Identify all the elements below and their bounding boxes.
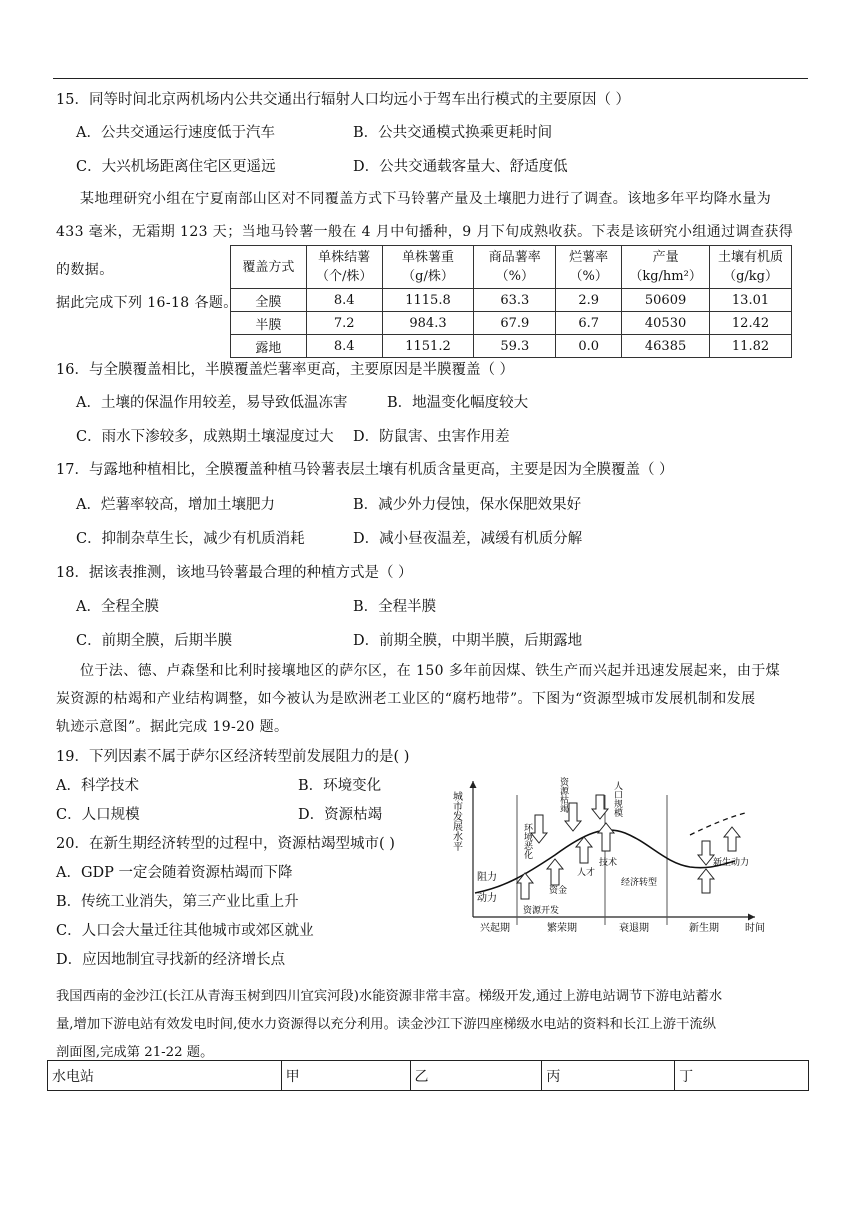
q20-option-a: A．GDP 一定会随着资源枯竭而下降 — [56, 865, 293, 881]
q20-option-d: D．应因地制宜寻找新的经济增长点 — [56, 952, 286, 968]
table-row — [231, 289, 792, 312]
table-cell: 全膜 — [231, 289, 307, 312]
table-header-cell: 烂薯率 （%） — [556, 246, 622, 289]
stage-label: 衰退期 — [619, 923, 649, 934]
q16-stem: 16．与全膜覆盖相比，半膜覆盖烂薯率更高，主要原因是半膜覆盖（ ） — [56, 362, 515, 378]
q16-option-b: B．地温变化幅度较大 — [387, 395, 529, 411]
table-cell: 11.82 — [710, 335, 792, 358]
q15-option-a: A．公共交通运行速度低于汽车 — [76, 125, 275, 141]
q18-stem: 18．据该表推测，该地马铃薯最合理的种植方式是（ ） — [56, 565, 413, 581]
q18-option-c: C．前期全膜，后期半膜 — [76, 633, 233, 649]
technology-label: 技术 — [599, 858, 618, 868]
table-cell: 露地 — [231, 335, 307, 358]
driving-force-label: 动力 — [477, 893, 497, 904]
resource-city-diagram — [445, 775, 770, 935]
q18-option-a: A．全程全膜 — [76, 599, 159, 615]
new-growth-curve — [690, 813, 745, 835]
q20-stem: 20．在新生期经济转型的过程中，资源枯竭型城市( ) — [56, 836, 395, 852]
table-cell: 丙 — [542, 1061, 675, 1091]
table-cell: 7.2 — [306, 312, 382, 335]
q15-option-d: D．公共交通载客量大、舒适度低 — [353, 159, 568, 175]
table-cell: 1151.2 — [382, 335, 474, 358]
q20-option-b: B．传统工业消失，第三产业比重上升 — [56, 894, 299, 910]
q16-option-d: D．防鼠害、虫害作用差 — [353, 429, 510, 445]
table-cell: 2.9 — [556, 289, 622, 312]
table-cell: 8.4 — [306, 289, 382, 312]
passage3-line3: 剖面图,完成第 21-22 题。 — [56, 1045, 214, 1060]
q15-option-c: C．大兴机场距离住宅区更遥远 — [76, 159, 276, 175]
table-cell: 46385 — [622, 335, 710, 358]
passage1-line4: 据此完成下列 16-18 各题。 — [56, 295, 238, 311]
table-header-cell: 土壤有机质 （g/kg） — [710, 246, 792, 289]
development-label: 资源开发 — [523, 906, 560, 916]
passage3-line1: 我国西南的金沙江(长江从青海玉树到四川宜宾河段)水能资源非常丰富。梯级开发,通过上游电站调节下游电站蓄水 — [56, 989, 723, 1004]
passage1-line2: 433 毫米，无霜期 123 天；当地马铃薯一般在 4 月中旬播种，9 月下旬成熟收获。下表是该研究小组通过调查获得 — [56, 224, 794, 240]
potato-data-table — [230, 245, 792, 358]
table-header-cell: 产量 （kg/hm²） — [622, 246, 710, 289]
table-cell: 乙 — [410, 1061, 542, 1091]
talent-label: 人才 — [577, 868, 596, 878]
table-cell: 59.3 — [474, 335, 556, 358]
table-cell: 水电站 — [48, 1061, 282, 1091]
population-label: 人口规模 — [612, 781, 622, 817]
up-arrow-icon — [598, 823, 614, 851]
q18-option-d: D．前期全膜，中期半膜，后期露地 — [353, 633, 583, 649]
x-axis-label: 时间 — [745, 923, 765, 934]
table-cell: 12.42 — [710, 312, 792, 335]
table-cell: 984.3 — [382, 312, 474, 335]
down-arrow-icon — [531, 815, 547, 843]
table-cell: 0.0 — [556, 335, 622, 358]
q16-option-a: A．土壤的保温作用较差，易导致低温冻害 — [76, 395, 348, 411]
y-axis-label: 城市发展水平 — [450, 791, 462, 851]
stage-label: 兴起期 — [480, 923, 510, 934]
resistance-label: 阻力 — [477, 872, 497, 883]
passage2-line2: 炭资源的枯竭和产业结构调整，如今被认为是欧洲老工业区的“腐朽地带”。下图为“资源型城市发展机制和发展 — [56, 691, 756, 707]
table-cell: 8.4 — [306, 335, 382, 358]
table-cell: 40530 — [622, 312, 710, 335]
down-arrow-icon — [592, 795, 608, 819]
down-arrow-icon — [698, 841, 714, 865]
q19-option-c: C．人口规模 — [56, 807, 140, 823]
passage3-line2: 量,增加下游电站有效发电时间,使水力资源得以充分利用。读金沙江下游四座梯级水电站的资料和长江上游干流纵 — [56, 1017, 716, 1032]
q16-option-c: C．雨水下渗较多，成熟期土壤湿度过大 — [76, 429, 334, 445]
table-header-cell: 单株薯重 （g/株） — [382, 246, 474, 289]
table-row — [231, 335, 792, 358]
table-row — [231, 312, 792, 335]
new-force-label: 新生动力 — [713, 858, 750, 868]
passage2-line3: 轨迹示意图”。据此完成 19-20 题。 — [56, 719, 289, 735]
table-cell: 13.01 — [710, 289, 792, 312]
table-header-row — [231, 246, 792, 289]
passage1-line3: 的数据。 — [56, 262, 114, 278]
table-cell: 1115.8 — [382, 289, 474, 312]
up-arrow-icon — [698, 869, 714, 893]
table-cell: 50609 — [622, 289, 710, 312]
q17-option-a: A．烂薯率较高，增加土壤肥力 — [76, 497, 275, 513]
table-cell: 甲 — [281, 1061, 410, 1091]
q19-option-a: A．科学技术 — [56, 778, 139, 794]
q19-option-d: D．资源枯竭 — [298, 807, 383, 823]
table-cell: 63.3 — [474, 289, 556, 312]
q20-option-c: C．人口会大量迁往其他城市或郊区就业 — [56, 923, 314, 939]
q19-option-b: B．环境变化 — [298, 778, 382, 794]
table-header-cell: 单株结薯 （个/株） — [306, 246, 382, 289]
q15-stem: 15．同等时间北京两机场内公共交通出行辐射人口均远小于驾车出行模式的主要原因（ ） — [56, 92, 631, 108]
table-row — [48, 1061, 809, 1091]
q17-option-d: D．减小昼夜温差，减缓有机质分解 — [353, 531, 583, 547]
q17-option-b: B．减少外力侵蚀，保水保肥效果好 — [353, 497, 582, 513]
table-cell: 半膜 — [231, 312, 307, 335]
passage2-line1: 位于法、德、卢森堡和比利时接壤地区的萨尔区，在 150 多年前因煤、铁生产而兴起并迅速发展起来，由于煤 — [80, 663, 781, 679]
table-header-cell: 覆盖方式 — [231, 246, 307, 289]
stage-label: 新生期 — [689, 923, 719, 934]
transformation-label: 经济转型 — [621, 878, 658, 888]
q18-option-b: B．全程半膜 — [353, 599, 437, 615]
header-rule — [53, 78, 808, 79]
q19-stem: 19．下列因素不属于萨尔区经济转型前发展阻力的是( ) — [56, 749, 410, 765]
up-arrow-icon — [724, 827, 740, 851]
stage-label: 繁荣期 — [547, 923, 577, 934]
environment-label: 环境恶化 — [522, 823, 532, 859]
table-cell: 丁 — [675, 1061, 809, 1091]
table-cell: 67.9 — [474, 312, 556, 335]
depletion-label: 资源枯竭 — [558, 777, 568, 813]
hydropower-table — [47, 1060, 809, 1091]
table-cell: 6.7 — [556, 312, 622, 335]
q17-stem: 17．与露地种植相比，全膜覆盖种植马铃薯表层土壤有机质含量更高，主要是因为全膜覆盖（ ） — [56, 462, 674, 478]
capital-label: 资金 — [549, 886, 568, 896]
up-arrow-icon — [576, 837, 592, 863]
passage1-line1: 某地理研究小组在宁夏南部山区对不同覆盖方式下马铃薯产量及土壤肥力进行了调查。该地多年平均降水量为 — [80, 191, 772, 207]
q17-option-c: C．抑制杂草生长，减少有机质消耗 — [76, 531, 305, 547]
table-header-cell: 商品薯率 （%） — [474, 246, 556, 289]
q15-option-b: B．公共交通模式换乘更耗时间 — [353, 125, 553, 141]
up-arrow-icon — [547, 859, 563, 885]
